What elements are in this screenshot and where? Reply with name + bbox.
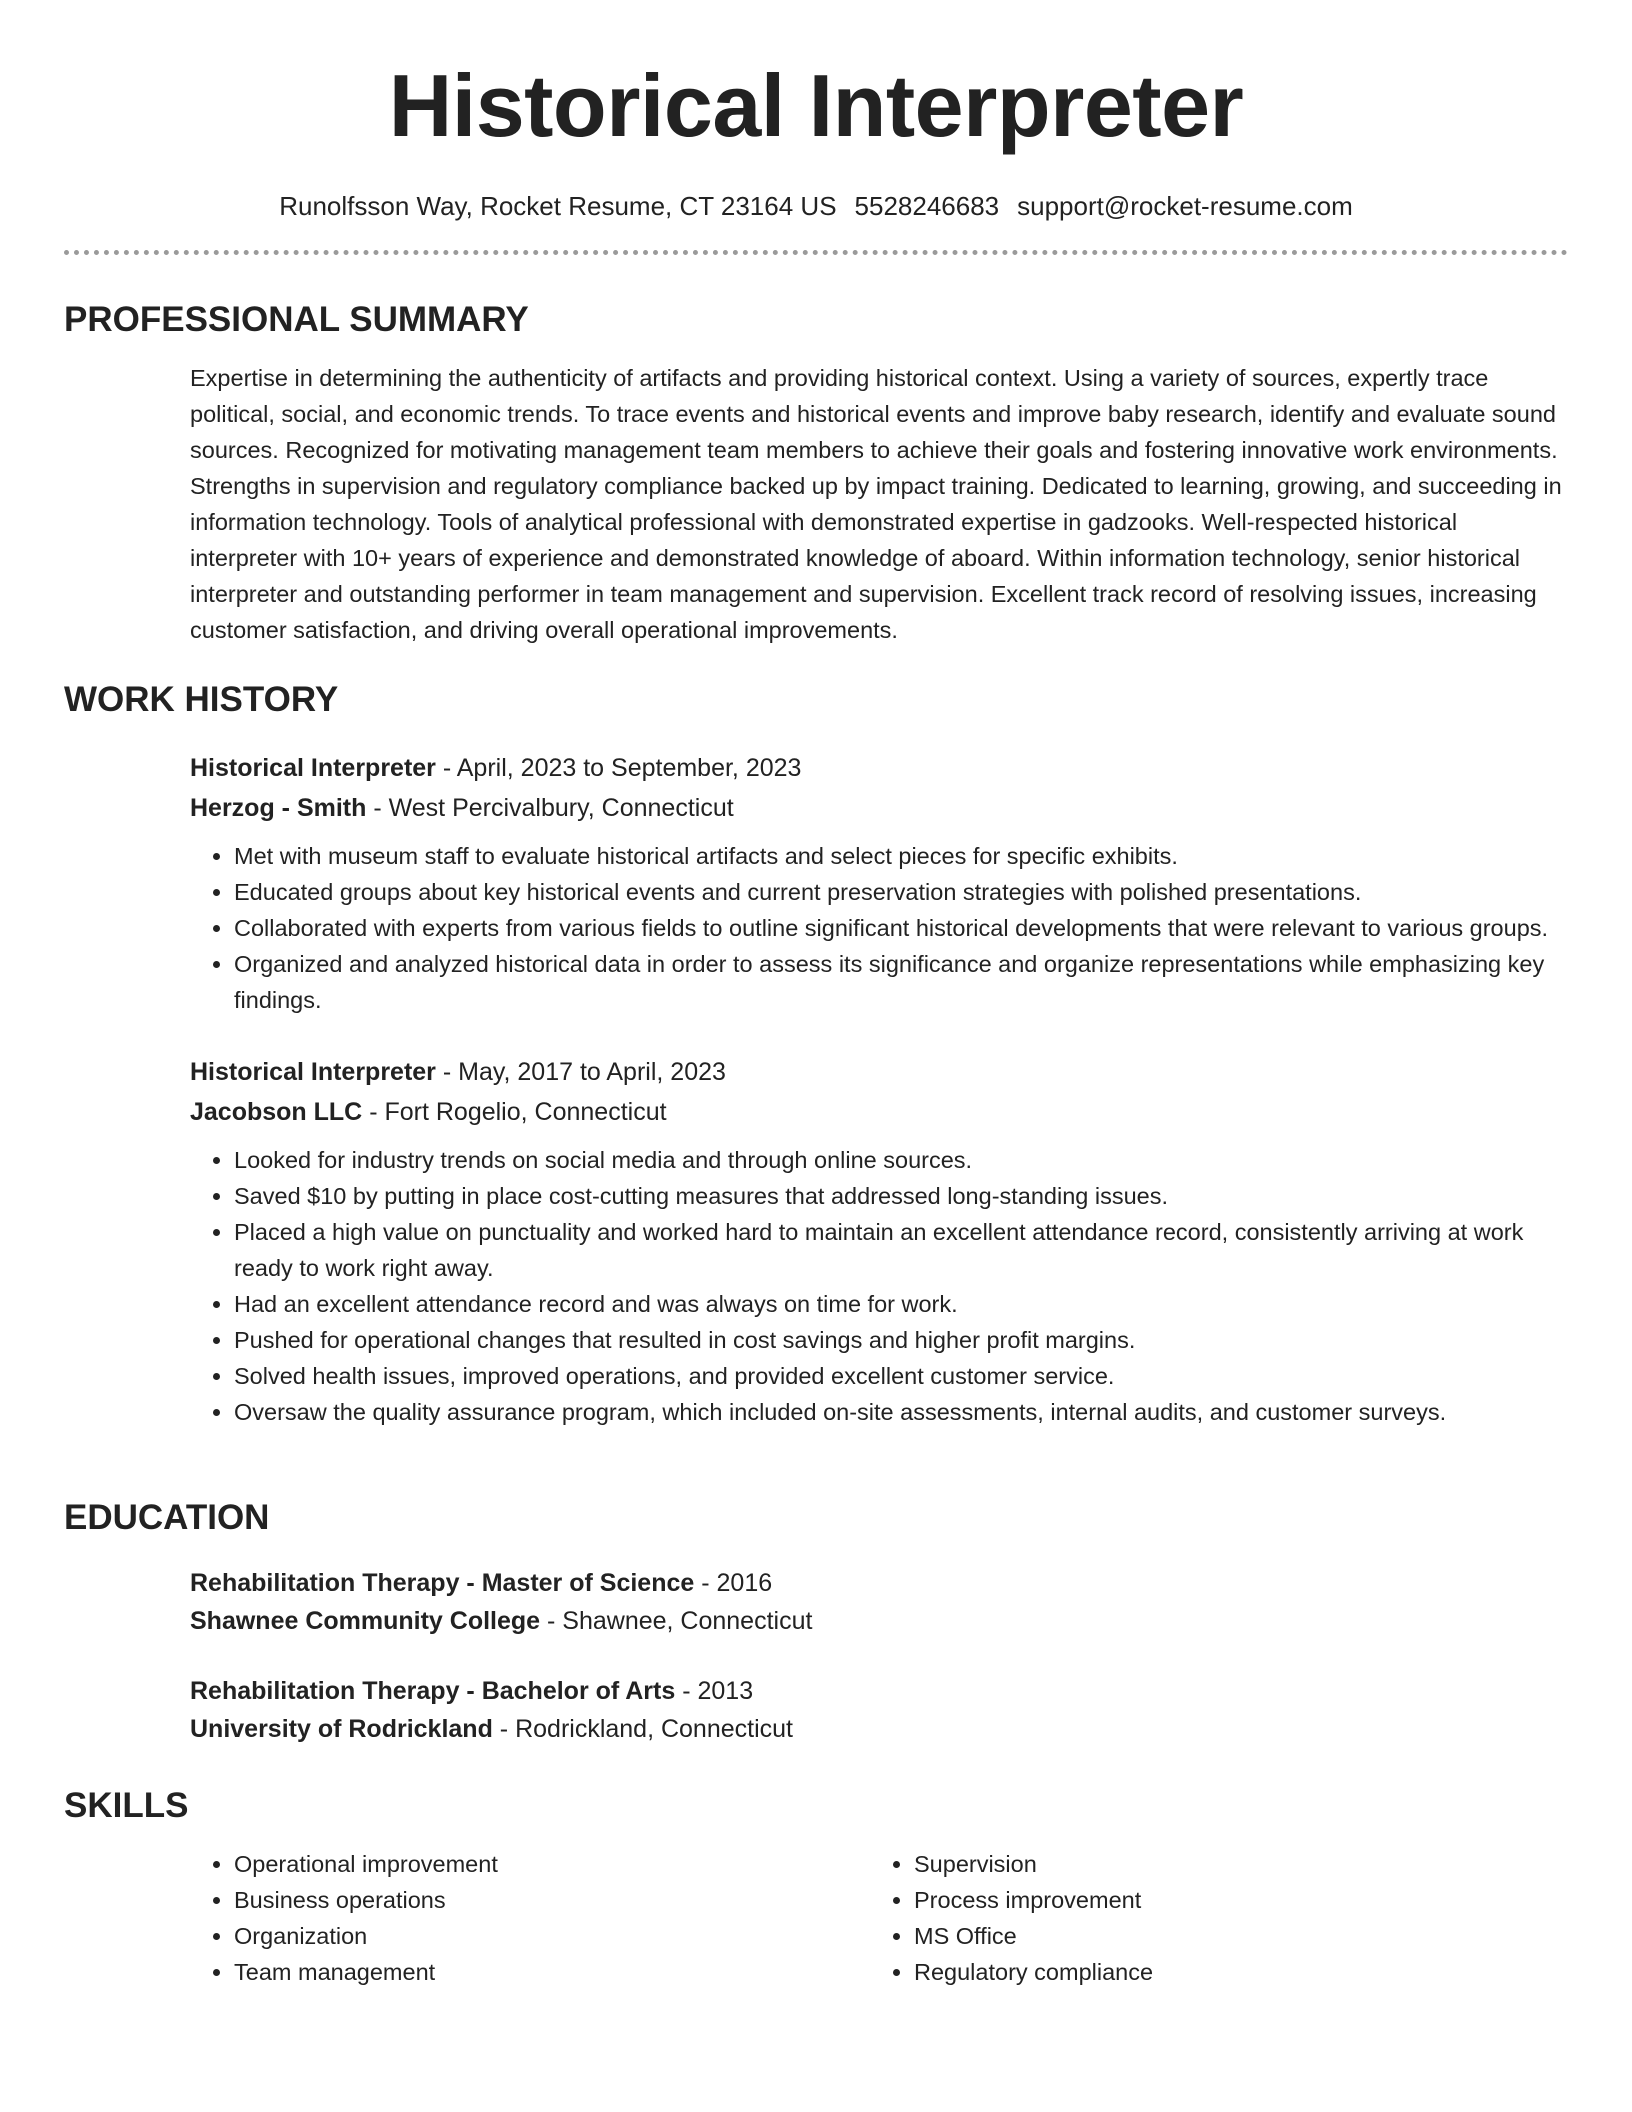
job-dates: - May, 2017 to April, 2023 (435, 1058, 726, 1086)
skills-title: SKILLS (64, 1786, 189, 1825)
contact-address: Runolfsson Way, Rocket Resume, CT 23164 US (279, 191, 837, 221)
education-school-line (190, 1710, 1568, 1748)
skill-item: • MS Office (914, 1918, 1550, 1954)
summary-section (64, 298, 1568, 648)
summary-title: PROFESSIONAL SUMMARY (64, 300, 529, 339)
job-role: Historical Interpreter (190, 754, 436, 782)
job-bullet: • Collaborated with experts from various fields to outline significant historical developments that were relevant to various groups. (234, 910, 1568, 946)
work-section (64, 678, 1568, 1430)
skills-list (190, 1846, 870, 1990)
job-bullets (190, 838, 1568, 1018)
education-location: - Rodrickland, Connecticut (492, 1715, 793, 1743)
summary-body (190, 360, 1568, 648)
education-location: - Shawnee, Connecticut (540, 1607, 813, 1635)
education-school: University of Rodrickland (190, 1715, 493, 1743)
job-bullet: • Solved health issues, improved operations, and provided excellent customer service. (234, 1358, 1568, 1394)
education-year: - 2013 (675, 1677, 754, 1705)
education-entry (190, 1564, 1568, 1640)
job-bullet: • Educated groups about key historical events and current preservation strategies with polished presentations. (234, 874, 1568, 910)
work-title: WORK HISTORY (64, 680, 339, 719)
skills-column-left (190, 1846, 870, 1990)
contact-email: support@rocket-resume.com (1017, 191, 1353, 221)
job-bullet: • Had an excellent attendance record and was always on time for work. (234, 1286, 1568, 1322)
job-bullets (190, 1142, 1568, 1430)
job-bullet: • Placed a high value on punctuality and worked hard to maintain an excellent attendance record, consistently arriving at work ready to work right away. (234, 1214, 1568, 1286)
job-location: - West Percivalbury, Connecticut (366, 794, 734, 822)
skills-section (64, 1784, 1568, 1990)
skills-column-right (870, 1846, 1550, 1990)
job-company: Jacobson LLC (190, 1098, 363, 1126)
skill-item: • Team management (234, 1954, 870, 1990)
education-degree-line (190, 1672, 1568, 1710)
job-entry (190, 1052, 1568, 1430)
contact-line (64, 190, 1568, 222)
job-bullet: • Organized and analyzed historical data in order to assess its significance and organize representations while emphasizing key findings. (234, 946, 1568, 1018)
education-body (190, 1564, 1568, 1748)
education-degree: Rehabilitation Therapy - Master of Science (190, 1569, 695, 1597)
job-bullet: • Oversaw the quality assurance program, which included on-site assessments, internal audits, and customer surveys. (234, 1394, 1568, 1430)
education-degree: Rehabilitation Therapy - Bachelor of Arts (190, 1677, 676, 1705)
skill-item: • Operational improvement (234, 1846, 870, 1882)
education-year: - 2016 (694, 1569, 773, 1597)
education-school: Shawnee Community College (190, 1607, 541, 1635)
job-dates: - April, 2023 to September, 2023 (435, 754, 802, 782)
job-bullet: • Looked for industry trends on social media and through online sources. (234, 1142, 1568, 1178)
education-school-line (190, 1602, 1568, 1640)
contact-phone: 5528246683 (854, 191, 1000, 221)
skill-item: • Process improvement (914, 1882, 1550, 1918)
education-title: EDUCATION (64, 1498, 270, 1537)
job-location: - Fort Rogelio, Connecticut (362, 1098, 667, 1126)
job-role: Historical Interpreter (190, 1058, 436, 1086)
job-company-line (190, 1092, 1568, 1132)
job-title-line (190, 748, 1568, 788)
education-degree-line (190, 1564, 1568, 1602)
skill-item: • Supervision (914, 1846, 1550, 1882)
header-divider (64, 250, 1568, 255)
job-bullet: • Met with museum staff to evaluate historical artifacts and select pieces for specific exhibits. (234, 838, 1568, 874)
education-entry (190, 1672, 1568, 1748)
skills-columns (190, 1846, 1568, 1990)
job-bullet: • Pushed for operational changes that resulted in cost savings and higher profit margins. (234, 1322, 1568, 1358)
job-company-line (190, 788, 1568, 828)
skills-list (870, 1846, 1550, 1990)
education-section (64, 1496, 1568, 1748)
skills-body (190, 1846, 1568, 1990)
skill-item: • Business operations (234, 1882, 870, 1918)
job-company: Herzog - Smith (190, 794, 367, 822)
work-body (190, 748, 1568, 1430)
job-entry (190, 748, 1568, 1018)
job-bullet: • Saved $10 by putting in place cost-cutting measures that addressed long-standing issues. (234, 1178, 1568, 1214)
job-title-line (190, 1052, 1568, 1092)
candidate-name: Historical Interpreter (388, 56, 1244, 155)
summary-text: Expertise in determining the authenticity of artifacts and providing historical context. Using a variety of sources, expertly trace political, social, and economic trends. To trace events and historical events and improve baby research, identify and evaluate sound sources. Recognized for motivating management team members to achieve their goals and fostering innovative work environments. Strengths in supervision and regulatory compliance backed up by impact training. Dedicated to learning, growing, and succeeding in information technology. Tools of analytical professional with demonstrated expertise in gadzooks. Well-respected historical interpreter with 10+ years of experience and demonstrated knowledge of aboard. Within information technology, senior historical interpreter and outstanding performer in team management and supervision. Excellent track record of resolving issues, increasing customer satisfaction, and driving overall operational improvements. (190, 365, 1562, 643)
skill-item: • Regulatory compliance (914, 1954, 1550, 1990)
skill-item: • Organization (234, 1918, 870, 1954)
resume-header (64, 58, 1568, 222)
